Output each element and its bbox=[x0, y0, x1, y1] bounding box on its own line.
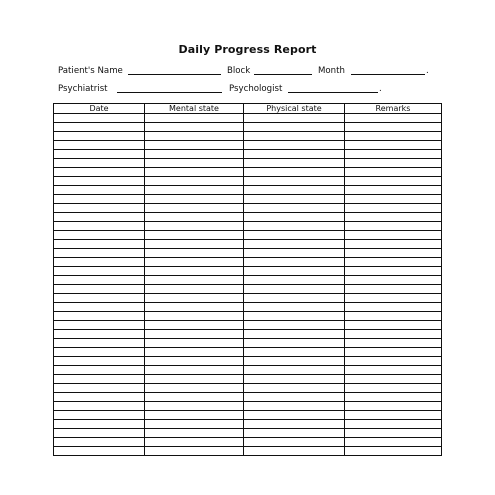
table-row bbox=[54, 411, 442, 420]
column-header-remarks: Remarks bbox=[345, 104, 442, 114]
cell-physical-state[interactable] bbox=[244, 177, 345, 186]
table-row bbox=[54, 312, 442, 321]
table-row bbox=[54, 132, 442, 141]
cell-physical-state[interactable] bbox=[244, 312, 345, 321]
cell-mental-state[interactable] bbox=[145, 249, 244, 258]
cell-remarks[interactable] bbox=[345, 393, 442, 402]
cell-mental-state[interactable] bbox=[145, 366, 244, 375]
cell-date[interactable] bbox=[54, 177, 145, 186]
cell-mental-state[interactable] bbox=[145, 438, 244, 447]
cell-date[interactable] bbox=[54, 222, 145, 231]
cell-mental-state[interactable] bbox=[145, 114, 244, 123]
table-row bbox=[54, 231, 442, 240]
cell-mental-state[interactable] bbox=[145, 231, 244, 240]
cell-date[interactable] bbox=[54, 213, 145, 222]
column-header-date: Date bbox=[54, 104, 145, 114]
cell-date[interactable] bbox=[54, 429, 145, 438]
block-field[interactable] bbox=[254, 74, 312, 75]
cell-date[interactable] bbox=[54, 348, 145, 357]
cell-physical-state[interactable] bbox=[244, 438, 345, 447]
cell-physical-state[interactable] bbox=[244, 114, 345, 123]
table-row bbox=[54, 213, 442, 222]
table-row bbox=[54, 222, 442, 231]
patient-name-field[interactable] bbox=[128, 74, 221, 75]
cell-mental-state[interactable] bbox=[145, 159, 244, 168]
cell-date[interactable] bbox=[54, 168, 145, 177]
cell-mental-state[interactable] bbox=[145, 384, 244, 393]
cell-physical-state[interactable] bbox=[244, 384, 345, 393]
cell-date[interactable] bbox=[54, 132, 145, 141]
cell-date[interactable] bbox=[54, 339, 145, 348]
cell-physical-state[interactable] bbox=[244, 276, 345, 285]
table-row bbox=[54, 357, 442, 366]
cell-remarks[interactable] bbox=[345, 249, 442, 258]
cell-mental-state[interactable] bbox=[145, 447, 244, 456]
cell-date[interactable] bbox=[54, 267, 145, 276]
cell-physical-state[interactable] bbox=[244, 339, 345, 348]
header-row-2 bbox=[0, 83, 495, 97]
patient-name-label: Patient's Name bbox=[58, 66, 123, 76]
cell-remarks[interactable] bbox=[345, 330, 442, 339]
table-row bbox=[54, 339, 442, 348]
table-row bbox=[54, 285, 442, 294]
cell-remarks[interactable] bbox=[345, 168, 442, 177]
cell-physical-state[interactable] bbox=[244, 249, 345, 258]
cell-physical-state[interactable] bbox=[244, 330, 345, 339]
table-row bbox=[54, 303, 442, 312]
table-row bbox=[54, 141, 442, 150]
cell-physical-state[interactable] bbox=[244, 204, 345, 213]
cell-physical-state[interactable] bbox=[244, 123, 345, 132]
table-row bbox=[54, 150, 442, 159]
report-title: Daily Progress Report bbox=[178, 43, 317, 56]
cell-mental-state[interactable] bbox=[145, 123, 244, 132]
table-row bbox=[54, 375, 442, 384]
cell-date[interactable] bbox=[54, 384, 145, 393]
table-row bbox=[54, 258, 442, 267]
cell-physical-state[interactable] bbox=[244, 321, 345, 330]
cell-date[interactable] bbox=[54, 438, 145, 447]
cell-physical-state[interactable] bbox=[244, 267, 345, 276]
cell-mental-state[interactable] bbox=[145, 375, 244, 384]
cell-remarks[interactable] bbox=[345, 447, 442, 456]
cell-physical-state[interactable] bbox=[244, 141, 345, 150]
column-header-physical-state: Physical state bbox=[244, 104, 345, 114]
cell-date[interactable] bbox=[54, 312, 145, 321]
cell-date[interactable] bbox=[54, 240, 145, 249]
cell-remarks[interactable] bbox=[345, 114, 442, 123]
table-row bbox=[54, 294, 442, 303]
cell-mental-state[interactable] bbox=[145, 204, 244, 213]
psychiatrist-field[interactable] bbox=[117, 92, 222, 93]
table-row bbox=[54, 348, 442, 357]
cell-remarks[interactable] bbox=[345, 186, 442, 195]
cell-physical-state[interactable] bbox=[244, 447, 345, 456]
cell-physical-state[interactable] bbox=[244, 231, 345, 240]
cell-date[interactable] bbox=[54, 420, 145, 429]
cell-remarks[interactable] bbox=[345, 204, 442, 213]
cell-remarks[interactable] bbox=[345, 132, 442, 141]
cell-date[interactable] bbox=[54, 366, 145, 375]
table-row bbox=[54, 384, 442, 393]
table-row bbox=[54, 393, 442, 402]
table-row bbox=[54, 195, 442, 204]
cell-date[interactable] bbox=[54, 321, 145, 330]
cell-date[interactable] bbox=[54, 123, 145, 132]
table-row bbox=[54, 402, 442, 411]
cell-remarks[interactable] bbox=[345, 357, 442, 366]
cell-date[interactable] bbox=[54, 195, 145, 204]
cell-mental-state[interactable] bbox=[145, 213, 244, 222]
cell-remarks[interactable] bbox=[345, 276, 442, 285]
cell-physical-state[interactable] bbox=[244, 213, 345, 222]
cell-mental-state[interactable] bbox=[145, 168, 244, 177]
cell-date[interactable] bbox=[54, 330, 145, 339]
psychologist-end-punct: . bbox=[379, 84, 382, 94]
cell-physical-state[interactable] bbox=[244, 402, 345, 411]
table-row bbox=[54, 429, 442, 438]
cell-physical-state[interactable] bbox=[244, 366, 345, 375]
table-row bbox=[54, 321, 442, 330]
cell-mental-state[interactable] bbox=[145, 276, 244, 285]
cell-remarks[interactable] bbox=[345, 267, 442, 276]
cell-date[interactable] bbox=[54, 375, 145, 384]
table-row bbox=[54, 420, 442, 429]
cell-remarks[interactable] bbox=[345, 312, 442, 321]
cell-physical-state[interactable] bbox=[244, 285, 345, 294]
cell-mental-state[interactable] bbox=[145, 267, 244, 276]
cell-date[interactable] bbox=[54, 150, 145, 159]
cell-date[interactable] bbox=[54, 357, 145, 366]
cell-remarks[interactable] bbox=[345, 303, 442, 312]
cell-remarks[interactable] bbox=[345, 213, 442, 222]
cell-mental-state[interactable] bbox=[145, 195, 244, 204]
cell-date[interactable] bbox=[54, 402, 145, 411]
cell-mental-state[interactable] bbox=[145, 429, 244, 438]
month-field[interactable] bbox=[351, 74, 425, 75]
table-row bbox=[54, 204, 442, 213]
month-end-punct: . bbox=[426, 66, 429, 76]
table-row bbox=[54, 366, 442, 375]
cell-remarks[interactable] bbox=[345, 285, 442, 294]
cell-physical-state[interactable] bbox=[244, 420, 345, 429]
table-row bbox=[54, 114, 442, 123]
cell-physical-state[interactable] bbox=[244, 303, 345, 312]
cell-remarks[interactable] bbox=[345, 141, 442, 150]
header-row-1 bbox=[0, 65, 495, 79]
cell-remarks[interactable] bbox=[345, 411, 442, 420]
cell-mental-state[interactable] bbox=[145, 312, 244, 321]
cell-mental-state[interactable] bbox=[145, 240, 244, 249]
cell-remarks[interactable] bbox=[345, 375, 442, 384]
cell-physical-state[interactable] bbox=[244, 168, 345, 177]
cell-date[interactable] bbox=[54, 141, 145, 150]
psychologist-field[interactable] bbox=[288, 92, 378, 93]
cell-physical-state[interactable] bbox=[244, 258, 345, 267]
progress-table bbox=[53, 103, 442, 456]
table-row bbox=[54, 249, 442, 258]
cell-remarks[interactable] bbox=[345, 366, 442, 375]
cell-mental-state[interactable] bbox=[145, 258, 244, 267]
cell-mental-state[interactable] bbox=[145, 303, 244, 312]
cell-mental-state[interactable] bbox=[145, 150, 244, 159]
cell-mental-state[interactable] bbox=[145, 294, 244, 303]
month-label: Month bbox=[318, 66, 345, 76]
table-row bbox=[54, 159, 442, 168]
cell-remarks[interactable] bbox=[345, 402, 442, 411]
cell-mental-state[interactable] bbox=[145, 141, 244, 150]
cell-physical-state[interactable] bbox=[244, 150, 345, 159]
cell-mental-state[interactable] bbox=[145, 348, 244, 357]
cell-mental-state[interactable] bbox=[145, 321, 244, 330]
cell-physical-state[interactable] bbox=[244, 159, 345, 168]
cell-date[interactable] bbox=[54, 276, 145, 285]
cell-mental-state[interactable] bbox=[145, 393, 244, 402]
cell-physical-state[interactable] bbox=[244, 195, 345, 204]
cell-date[interactable] bbox=[54, 411, 145, 420]
cell-mental-state[interactable] bbox=[145, 411, 244, 420]
cell-remarks[interactable] bbox=[345, 150, 442, 159]
table-row bbox=[54, 123, 442, 132]
cell-mental-state[interactable] bbox=[145, 186, 244, 195]
table-row bbox=[54, 168, 442, 177]
table-row bbox=[54, 186, 442, 195]
table-header-row bbox=[54, 104, 442, 114]
cell-date[interactable] bbox=[54, 186, 145, 195]
cell-remarks[interactable] bbox=[345, 321, 442, 330]
cell-remarks[interactable] bbox=[345, 222, 442, 231]
table-row bbox=[54, 447, 442, 456]
cell-physical-state[interactable] bbox=[244, 393, 345, 402]
table-row bbox=[54, 177, 442, 186]
cell-date[interactable] bbox=[54, 231, 145, 240]
cell-remarks[interactable] bbox=[345, 339, 442, 348]
cell-mental-state[interactable] bbox=[145, 330, 244, 339]
table-row bbox=[54, 240, 442, 249]
cell-mental-state[interactable] bbox=[145, 420, 244, 429]
table-row bbox=[54, 276, 442, 285]
cell-remarks[interactable] bbox=[345, 159, 442, 168]
cell-remarks[interactable] bbox=[345, 240, 442, 249]
cell-physical-state[interactable] bbox=[244, 132, 345, 141]
cell-physical-state[interactable] bbox=[244, 411, 345, 420]
cell-remarks[interactable] bbox=[345, 429, 442, 438]
cell-remarks[interactable] bbox=[345, 294, 442, 303]
table-row bbox=[54, 438, 442, 447]
cell-physical-state[interactable] bbox=[244, 348, 345, 357]
table-row bbox=[54, 267, 442, 276]
cell-date[interactable] bbox=[54, 393, 145, 402]
cell-physical-state[interactable] bbox=[244, 294, 345, 303]
cell-date[interactable] bbox=[54, 159, 145, 168]
cell-date[interactable] bbox=[54, 249, 145, 258]
cell-remarks[interactable] bbox=[345, 177, 442, 186]
cell-physical-state[interactable] bbox=[244, 375, 345, 384]
cell-remarks[interactable] bbox=[345, 438, 442, 447]
psychologist-label: Psychologist bbox=[229, 84, 283, 94]
table-row bbox=[54, 330, 442, 339]
cell-physical-state[interactable] bbox=[244, 240, 345, 249]
table-body bbox=[54, 114, 442, 456]
cell-remarks[interactable] bbox=[345, 384, 442, 393]
psychiatrist-label: Psychiatrist bbox=[58, 84, 108, 94]
cell-remarks[interactable] bbox=[345, 420, 442, 429]
cell-remarks[interactable] bbox=[345, 231, 442, 240]
cell-remarks[interactable] bbox=[345, 258, 442, 267]
cell-date[interactable] bbox=[54, 258, 145, 267]
cell-date[interactable] bbox=[54, 204, 145, 213]
cell-date[interactable] bbox=[54, 114, 145, 123]
cell-remarks[interactable] bbox=[345, 123, 442, 132]
block-label: Block bbox=[227, 66, 251, 76]
cell-remarks[interactable] bbox=[345, 195, 442, 204]
cell-physical-state[interactable] bbox=[244, 222, 345, 231]
cell-mental-state[interactable] bbox=[145, 132, 244, 141]
cell-physical-state[interactable] bbox=[244, 186, 345, 195]
column-header-mental-state: Mental state bbox=[145, 104, 244, 114]
cell-mental-state[interactable] bbox=[145, 402, 244, 411]
cell-mental-state[interactable] bbox=[145, 285, 244, 294]
cell-mental-state[interactable] bbox=[145, 222, 244, 231]
cell-mental-state[interactable] bbox=[145, 339, 244, 348]
cell-mental-state[interactable] bbox=[145, 177, 244, 186]
cell-date[interactable] bbox=[54, 294, 145, 303]
cell-physical-state[interactable] bbox=[244, 429, 345, 438]
cell-date[interactable] bbox=[54, 303, 145, 312]
cell-date[interactable] bbox=[54, 285, 145, 294]
cell-date[interactable] bbox=[54, 447, 145, 456]
cell-physical-state[interactable] bbox=[244, 357, 345, 366]
cell-remarks[interactable] bbox=[345, 348, 442, 357]
cell-mental-state[interactable] bbox=[145, 357, 244, 366]
